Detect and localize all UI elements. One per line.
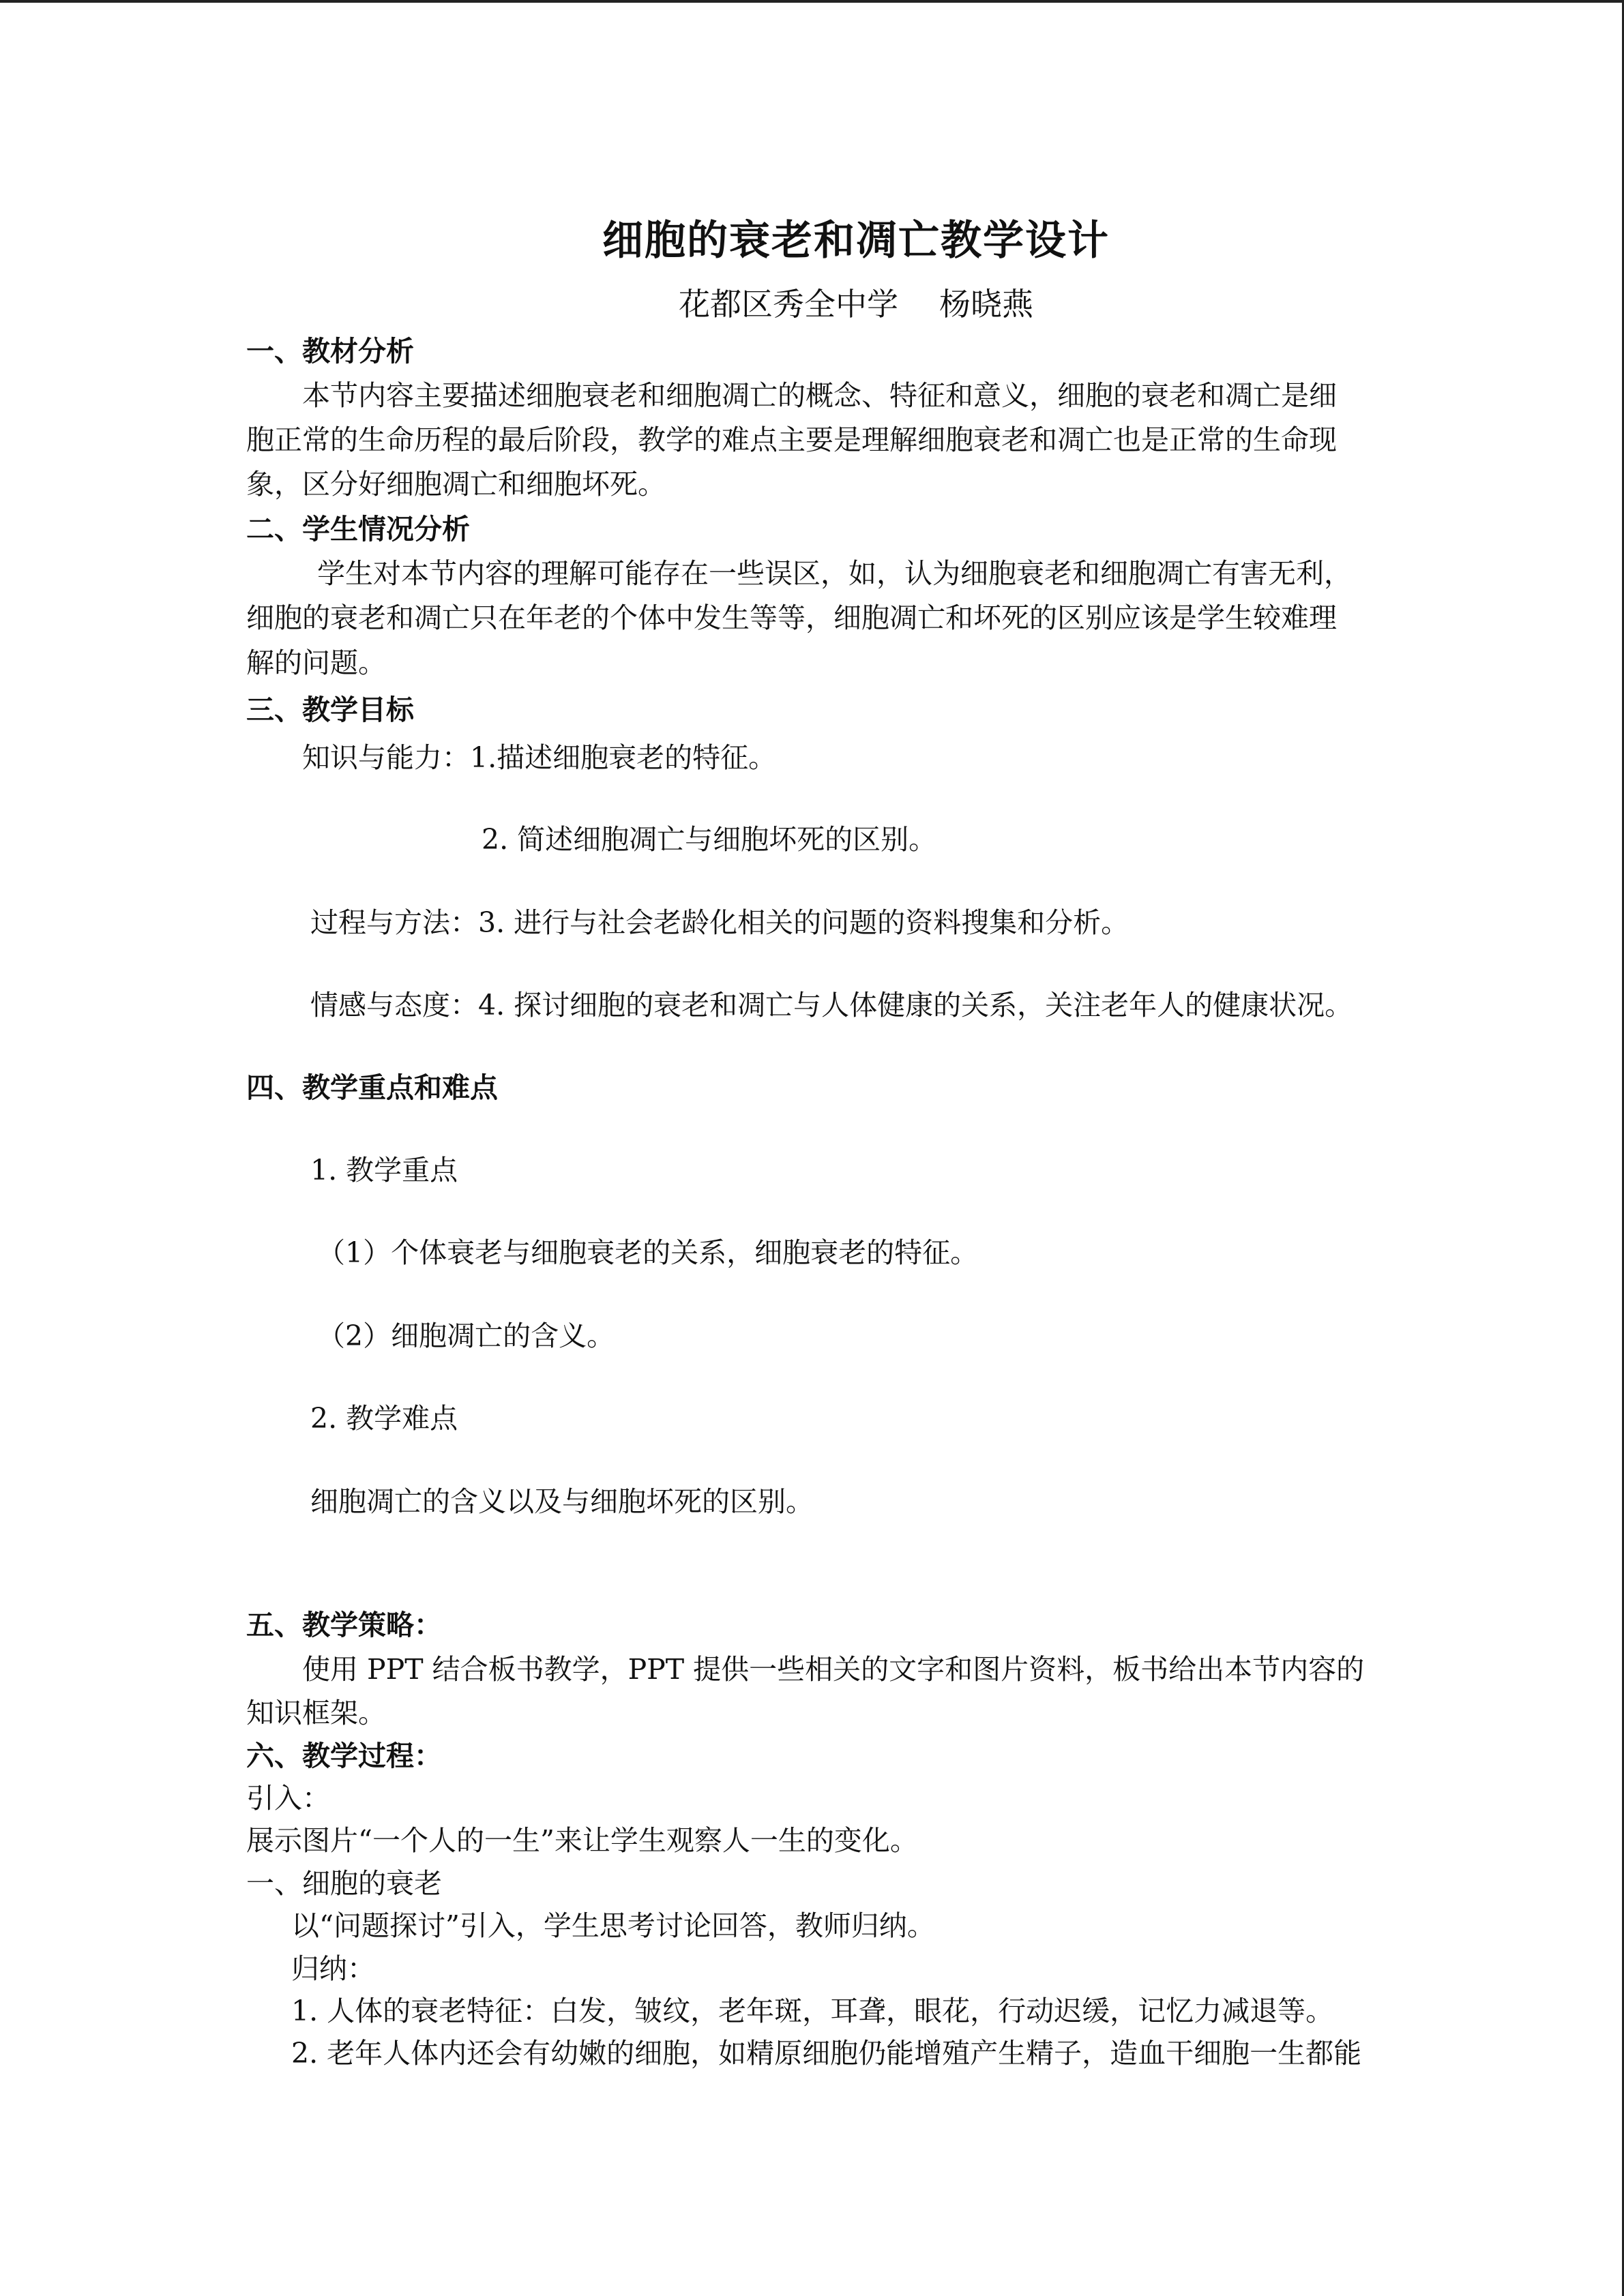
question-discussion: 以“问题探讨”引入，学生思考讨论回答，教师归纳。	[291, 1909, 935, 1942]
goal-knowledge-2: 2. 简述细胞凋亡与细胞坏死的区别。	[482, 823, 937, 856]
summary-label: 归纳：	[291, 1952, 375, 1985]
author-name: 杨晓燕	[939, 286, 1033, 323]
part-1-heading: 一、细胞的衰老	[246, 1867, 442, 1900]
goal-emotion: 情感与态度：4. 探讨细胞的衰老和凋亡与人体健康的关系，关注老年人的健康状况。	[310, 989, 1353, 1022]
section-2-line-2: 细胞的衰老和凋亡只在年老的个体中发生等等，细胞凋亡和坏死的区别应该是学生较难理	[246, 601, 1337, 634]
section-3-heading: 三、教学目标	[246, 694, 414, 726]
key-point-1: （1）个体衰老与细胞衰老的关系，细胞衰老的特征。	[317, 1236, 979, 1269]
section-1-line-3: 象，区分好细胞凋亡和细胞坏死。	[246, 468, 666, 501]
section-1-line-1: 本节内容主要描述细胞衰老和细胞凋亡的概念、特征和意义，细胞的衰老和凋亡是细	[302, 379, 1337, 412]
section-2-line-3: 解的问题。	[246, 646, 386, 679]
section-1-line-2: 胞正常的生命历程的最后阶段，教学的难点主要是理解细胞衰老和凋亡也是正常的生命现	[246, 423, 1337, 456]
key-point-2: （2）细胞凋亡的含义。	[317, 1320, 615, 1352]
section-2-line-1: 学生对本节内容的理解可能存在一些误区，如，认为细胞衰老和细胞凋亡有害无利，	[317, 557, 1352, 590]
section-2-heading: 二、学生情况分析	[246, 513, 470, 546]
section-4-heading: 四、教学重点和难点	[246, 1071, 498, 1104]
difficulty-1: 细胞凋亡的含义以及与细胞坏死的区别。	[310, 1485, 814, 1518]
goal-knowledge: 知识与能力：1.描述细胞衰老的特征。	[302, 741, 777, 774]
section-6-heading: 六、教学过程：	[246, 1740, 442, 1772]
author-school: 花都区秀全中学	[679, 286, 898, 323]
summary-1: 1. 人体的衰老特征：白发，皱纹，老年斑，耳聋，眼花，行动迟缓，记忆力减退等。	[291, 1995, 1334, 2027]
difficulty-label: 2. 教学难点	[310, 1402, 458, 1435]
page-top-border	[0, 0, 1624, 3]
section-5-heading: 五、教学策略：	[246, 1609, 442, 1641]
goal-process: 过程与方法：3. 进行与社会老龄化相关的问题的资料搜集和分析。	[310, 906, 1130, 939]
document-title: 细胞的衰老和凋亡教学设计	[602, 217, 1110, 265]
key-point-label: 1. 教学重点	[310, 1154, 458, 1187]
intro-text: 展示图片“一个人的一生”来让学生观察人一生的变化。	[246, 1824, 918, 1857]
section-5-line-2: 知识框架。	[246, 1697, 386, 1729]
section-5-line-1: 使用 PPT 结合板书教学，PPT 提供一些相关的文字和图片资料，板书给出本节内容的	[302, 1653, 1365, 1686]
summary-2: 2. 老年人体内还会有幼嫩的细胞，如精原细胞仍能增殖产生精子，造血干细胞一生都能	[291, 2037, 1362, 2070]
author-line	[0, 282, 1624, 326]
intro-label: 引入：	[246, 1782, 330, 1815]
section-1-heading: 一、教材分析	[246, 335, 414, 368]
